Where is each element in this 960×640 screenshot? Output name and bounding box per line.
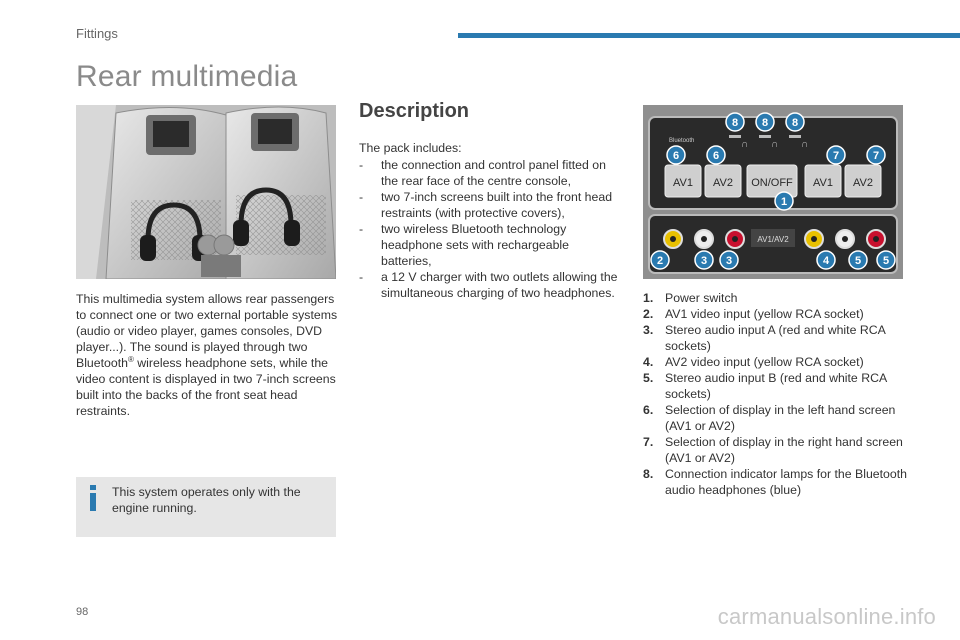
legend-text: Selection of display in the left hand screen (AV1 or AV2) xyxy=(665,403,896,433)
header-bar xyxy=(458,33,960,38)
legend-text: Stereo audio input A (red and white RCA sockets) xyxy=(665,323,886,353)
legend-item xyxy=(643,370,908,402)
intro-text-after: wireless headphone sets, while the video content is displayed in two 7-inch screens built into the backs of the front seat head restraints. xyxy=(76,356,336,418)
headphone-lamp-icon: ∩ xyxy=(771,139,779,150)
legend-number: 1. xyxy=(643,291,654,305)
info-text: This system operates only with the engine running. xyxy=(112,485,301,515)
page-title: Rear multimedia xyxy=(76,60,298,93)
legend-item xyxy=(643,466,908,498)
callout-label: 5 xyxy=(882,255,890,267)
av2-button-left: AV2 xyxy=(713,177,733,189)
description-intro: The pack includes: xyxy=(359,141,462,155)
list-item xyxy=(359,269,621,301)
headphone-lamp-icon: ∩ xyxy=(801,139,809,150)
seats-photo xyxy=(76,105,336,279)
list-item xyxy=(359,157,621,189)
list-item-text: the connection and control panel fitted on the rear face of the centre console, xyxy=(381,158,606,188)
legend-text: AV2 video input (yellow RCA socket) xyxy=(665,355,864,369)
list-dash: - xyxy=(359,190,364,204)
control-panel-photo xyxy=(643,105,903,279)
bluetooth-label: Bluetooth xyxy=(669,138,695,144)
list-dash: - xyxy=(359,222,364,236)
legend-text: Stereo audio input B (red and white RCA sockets) xyxy=(665,371,887,401)
legend-number: 4. xyxy=(643,355,654,369)
legend-item xyxy=(643,402,908,434)
legend-number: 7. xyxy=(643,435,654,449)
callout-label: 3 xyxy=(725,255,733,267)
callout-label: 4 xyxy=(822,255,830,267)
callout-label: 6 xyxy=(712,150,720,162)
intro-paragraph xyxy=(76,291,342,419)
list-dash: - xyxy=(359,270,364,284)
av1-button-left: AV1 xyxy=(673,177,693,189)
legend-item xyxy=(643,354,908,370)
av1-av2-label: AV1/AV2 xyxy=(757,235,789,244)
av1-button-right: AV1 xyxy=(813,177,833,189)
callout-label: 6 xyxy=(672,150,680,162)
legend-text: Selection of display in the right hand screen (AV1 or AV2) xyxy=(665,435,903,465)
callout-label: 7 xyxy=(872,150,880,162)
legend-number: 2. xyxy=(643,307,654,321)
info-icon xyxy=(86,485,100,511)
legend-text: Power switch xyxy=(665,291,738,305)
legend-item xyxy=(643,322,908,354)
av2-button-right: AV2 xyxy=(853,177,873,189)
list-item-text: two wireless Bluetooth technology headphone sets with rechargeable batteries, xyxy=(381,222,570,268)
description-list xyxy=(359,157,621,301)
legend-item xyxy=(643,306,908,322)
page-number: 98 xyxy=(76,606,89,618)
callout-label: 8 xyxy=(791,117,799,129)
legend-list xyxy=(643,290,908,498)
legend-number: 3. xyxy=(643,323,654,337)
legend-text: Connection indicator lamps for the Bluetooth audio headphones (blue) xyxy=(665,467,907,497)
on-off-button: ON/OFF xyxy=(751,177,793,189)
list-item xyxy=(359,221,621,269)
legend-number: 5. xyxy=(643,371,654,385)
legend-text: AV1 video input (yellow RCA socket) xyxy=(665,307,864,321)
legend-number: 8. xyxy=(643,467,654,481)
callout-label: 7 xyxy=(832,150,840,162)
headphone-lamp-icon: ∩ xyxy=(741,139,749,150)
registered-mark: ® xyxy=(127,354,134,364)
intro-text-before: This multimedia system allows rear passengers to connect one or two external portable systems (audio or video player, games consoles, DVD player...). The sound is played through two Bluetooth xyxy=(76,292,338,370)
callout-label: 5 xyxy=(854,255,862,267)
callout-label: 8 xyxy=(761,117,769,129)
list-item-text: a 12 V charger with two outlets allowing the simultaneous charging of two headphones. xyxy=(381,270,618,300)
list-item-text: two 7-inch screens built into the front head restraints (with protective covers), xyxy=(381,190,613,220)
legend-number: 6. xyxy=(643,403,654,417)
callout-label: 3 xyxy=(700,255,708,267)
callout-label: 1 xyxy=(780,196,788,208)
legend-item xyxy=(643,434,908,466)
info-box xyxy=(76,477,336,537)
section-label: Fittings xyxy=(76,26,118,41)
legend-item xyxy=(643,290,908,306)
description-title: Description xyxy=(359,100,470,122)
callout-label: 2 xyxy=(656,255,664,267)
watermark: carmanualsonline.info xyxy=(717,604,936,629)
callout-label: 8 xyxy=(731,117,739,129)
list-dash: - xyxy=(359,158,364,172)
list-item xyxy=(359,189,621,221)
